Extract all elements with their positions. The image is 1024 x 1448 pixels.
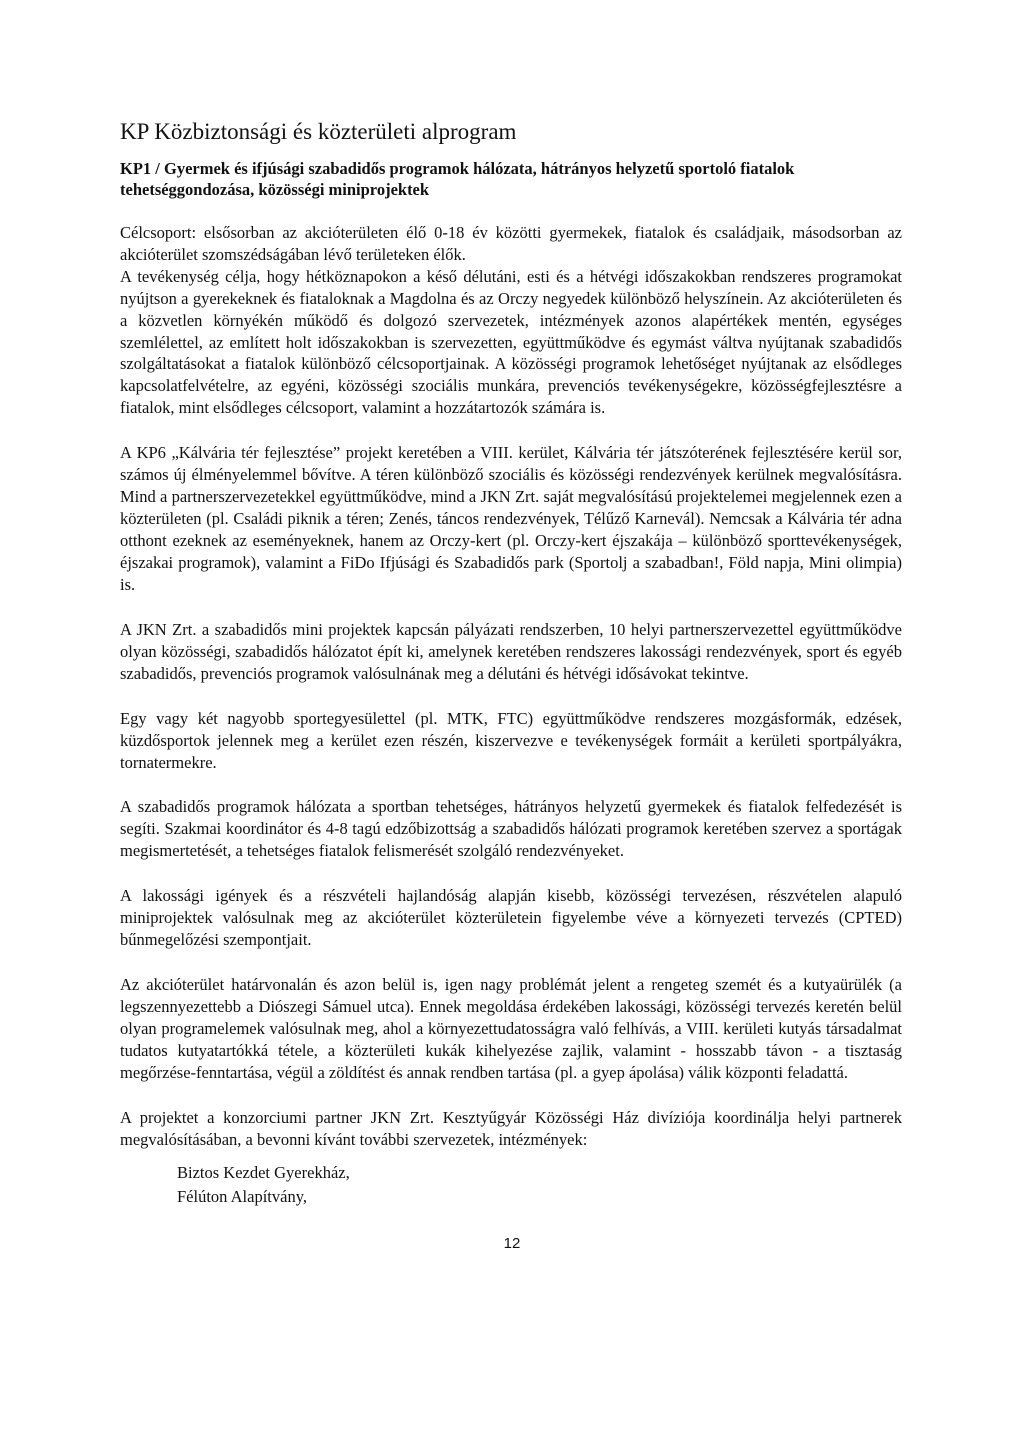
paragraph-consortium-partner: A projektet a konzorciumi partner JKN Zrt. Kesztyűgyár Közösségi Ház divíziója koordinálja helyi partnerek megvalósításában, a bevonni kívánt további szervezetek, intézmények:	[120, 1107, 902, 1149]
subsection-title: KP1 / Gyermek és ifjúsági szabadidős programok hálózata, hátrányos helyzetű sportoló fiatalok tehetséggondozása, közösségi miniprojektek	[120, 158, 795, 199]
paragraph-jkn-mini-projects: A JKN Zrt. a szabadidős mini projektek kapcsán pályázati rendszerben, 10 helyi partnerszervezettel együttműködve olyan közösségi, szabadidős hálózatot épít ki, amelynek keretében rendszeres lakossági rendezvények, sport és egyéb szabadidős, prevenciós programok valósulnának meg a délutáni és hétvégi idősávokat tekintve.	[120, 619, 902, 683]
page-number: 12	[503, 1235, 521, 1252]
paragraph-sports-clubs: Egy vagy két nagyobb sportegyesülettel (pl. MTK, FTC) együttműködve rendszeres mozgásformák, edzések, küzdősportok jelennek meg a kerület ezen részén, kiszervezve e tevékenységek formáit a kerületi sportpályákra, tornatermekre.	[120, 708, 902, 772]
list-item: Biztos Kezdet Gyerekház,	[177, 1162, 350, 1182]
partner-list	[177, 1161, 902, 1211]
paragraph-waste-problem: Az akcióterület határvonalán és azon belül is, igen nagy problémát jelent a rengeteg szemét és a kutyaürülék (a legszennyezettebb a Diószegi Sámuel utca). Ennek megoldása érdekében lakossági, közösségi tervezés keretén belül olyan programelemek valósulnak meg, ahol a környezettudatosságra való felhívás, a VIII. kerületi kutyás társadalmat tudatos kutyatartókká tétele, a közterületi kukák kihelyezése zajlik, valamint - hosszabb távon - a tisztaság megőrzése-fenntartása, végül a zöldítést és annak rendben tartása (pl. a gyep ápolása) válik központi feladattá.	[120, 975, 902, 1082]
paragraph-activity-goal: A tevékenység célja, hogy hétköznapokon a késő délutáni, esti és a hétvégi időszakokban rendszeres programokat nyújtson a gyerekeknek és fiataloknak a Magdolna és az Orczy negyedek különböző helyszínein. Az akcióterületen és a közvetlen környékén működő és dolgozó szervezetek, intézmények azonos alapértékek mentén, egységes szemlélettel, az említett holt időszakokban is szervezetten, együttműködve és egymást váltva nyújtanak szabadidős szolgáltatásokat a fiatalok különböző célcsoportjainak. A közösségi programok lehetőséget nyújtanak az elsődleges kapcsolatfelvételre, az egyéni, közösségi szociális munkára, prevenciós tevékenységekre, közösségfejlesztésre a fiatalok, mint elsődleges célcsoport, valamint a hozzátartozók számára is.	[120, 266, 902, 418]
section-title: KP Közbiztonsági és közterületi alprogram	[120, 119, 517, 144]
paragraph-talent-discovery: A szabadidős programok hálózata a sportban tehetséges, hátrányos helyzetű gyermekek és fiatalok felfedezését is segíti. Szakmai koordinátor és 4-8 tagú edzőbizottság a szabadidős hálózati programok keretében szervez a sportágak megismertetését, a tehetséges fiatalok felismerését szolgáló rendezvényeket.	[120, 797, 902, 861]
paragraph-target-group: Célcsoport: elsősorban az akcióterületen élő 0-18 év közötti gyermekek, fiatalok és családjaik, másodsorban az akcióterület szomszédságában lévő területeken élők.	[120, 222, 902, 264]
list-item: Félúton Alapítvány,	[177, 1187, 308, 1207]
paragraph-kp6-project: A KP6 „Kálvária tér fejlesztése” projekt keretében a VIII. kerület, Kálvária tér játszóterének fejlesztésére kerül sor, számos új élményelemmel bővítve. A téren különböző szociális és közösségi rendezvények kerülnek megvalósításra. Mind a partnerszervezetekkel együttműködve, mind a JKN Zrt. saját megvalósítású projektelemei megjelennek ezen a közterületen (pl. Családi piknik a téren; Zenés, táncos rendezvények, Télűző Karnevál). Nemcsak a Kálvária tér adna otthont ezeknek az eseményeknek, hanem az Orczy-kert (pl. Orczy-kert éjszakája – különböző sporttevékenységek, éjszakai programok), valamint a FiDo Ifjúsági és Szabadidős park (Sportolj a szabadban!, Föld napja, Mini olimpia) is.	[120, 443, 902, 594]
document-page	[120, 118, 902, 1210]
paragraph-community-planning: A lakossági igények és a részvételi hajlandóság alapján kisebb, közösségi tervezésen, részvételen alapuló miniprojektek valósulnak meg az akcióterület közterületein figyelembe véve a környezeti tervezés (CPTED) bűnmegelőzési szempontjait.	[120, 886, 902, 950]
